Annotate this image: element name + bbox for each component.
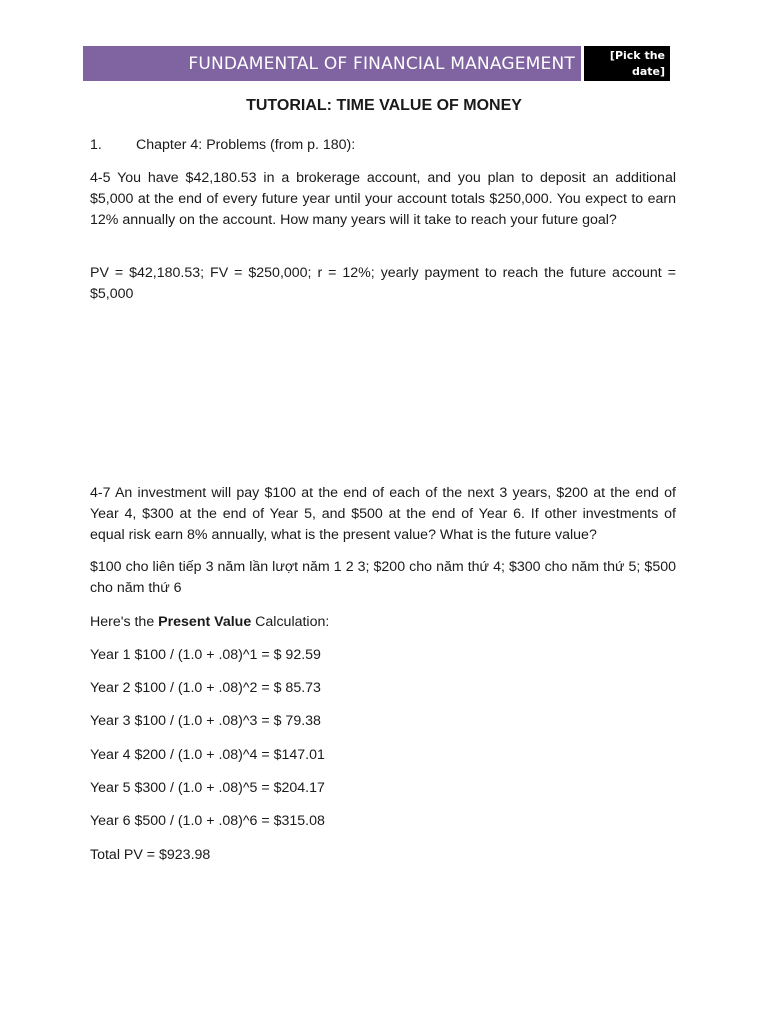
problem-4-5-given: PV = $42,180.53; FV = $250,000; r = 12%; yearly payment to reach the future account = $5,000 — [90, 265, 676, 302]
date-placeholder-line2: date] — [631, 65, 665, 78]
pv-intro — [90, 612, 676, 633]
pv-row-year-2: Year 2 $100 / (1.0 + .08)^2 = $ 85.73 — [90, 680, 321, 696]
pv-intro-bold: Present Value — [158, 614, 252, 630]
problem-4-5-question: 4-5 You have $42,180.53 in a brokerage account, and you plan to deposit an additional $5,000 at the end of every future year until your account totals $250,000. You expect to earn 12% annually on the account. How many years will it take to reach your future goal? — [90, 170, 676, 228]
pv-row-year-3: Year 3 $100 / (1.0 + .08)^3 = $ 79.38 — [90, 713, 321, 729]
header-banner — [83, 46, 581, 81]
section-text: Chapter 4: Problems (from p. 180): — [136, 137, 356, 153]
pv-intro-prefix: Here's the — [90, 614, 159, 630]
date-placeholder[interactable] — [584, 46, 670, 81]
page-title: TUTORIAL: TIME VALUE OF MONEY — [246, 97, 522, 114]
pv-row-year-6: Year 6 $500 / (1.0 + .08)^6 = $315.08 — [90, 813, 325, 829]
pv-row-year-1: Year 1 $100 / (1.0 + .08)^1 = $ 92.59 — [90, 647, 321, 663]
section-number: 1. — [90, 137, 102, 153]
pv-row-year-5: Year 5 $300 / (1.0 + .08)^5 = $204.17 — [90, 780, 325, 796]
pv-intro-suffix: Calculation: — [251, 614, 330, 630]
problem-4-7-note: $100 cho liên tiếp 3 năm lần lượt năm 1 2 3; $200 cho năm thứ 4; $300 cho năm thứ 5; $500 cho năm thứ 6 — [90, 559, 676, 596]
date-placeholder-line1: [Pick the — [609, 49, 665, 62]
document-header-title: FUNDAMENTAL OF FINANCIAL MANAGEMENT — [188, 53, 575, 74]
section-heading — [90, 135, 676, 156]
pv-total: Total PV = $923.98 — [90, 847, 211, 863]
problem-4-7-question: 4-7 An investment will pay $100 at the end of each of the next 3 years, $200 at the end of Year 4, $300 at the end of Year 5, and $500 at the end of Year 6. If other investments of equal risk earn 8% annually, what is the present value? What is the future value? — [90, 485, 676, 543]
pv-row-year-4: Year 4 $200 / (1.0 + .08)^4 = $147.01 — [90, 747, 325, 763]
